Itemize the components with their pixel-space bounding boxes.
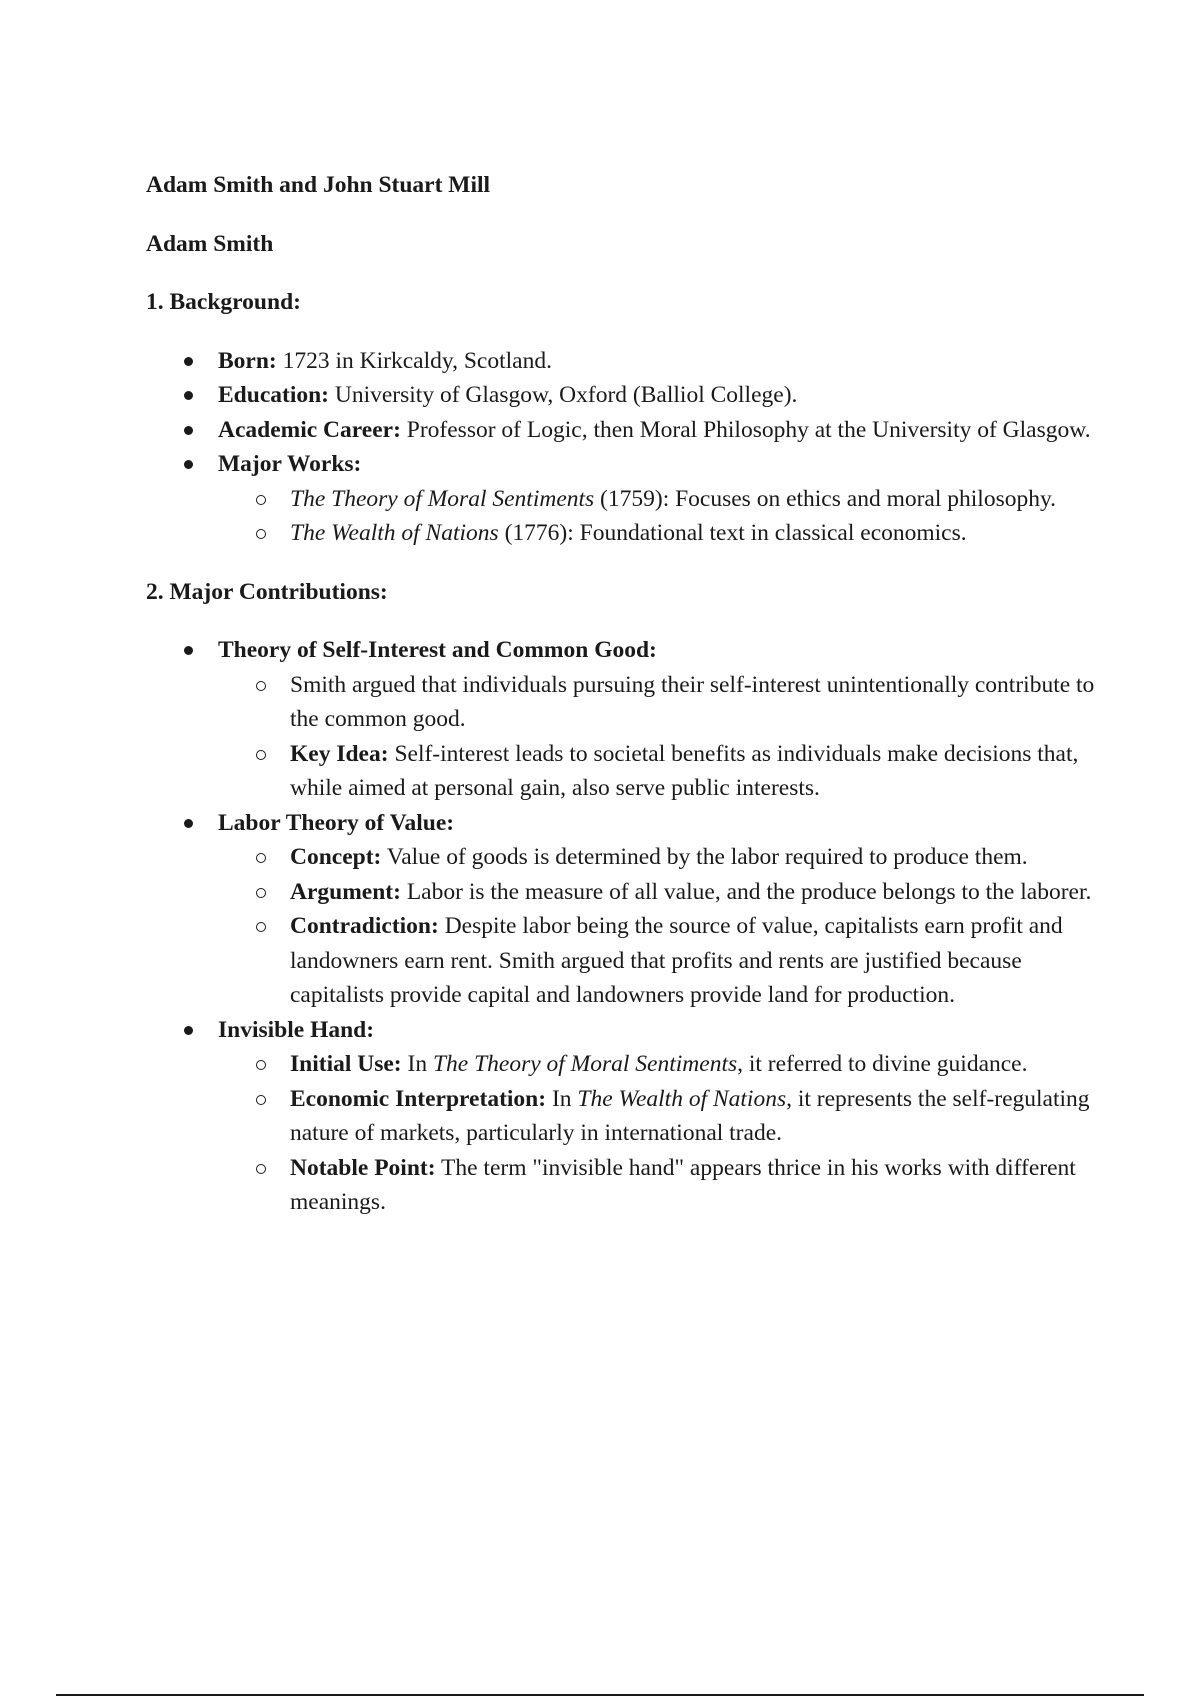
background-list <box>146 344 1096 551</box>
list-item-contradiction: Contradiction: Despite labor being the source of value, capitalists earn profit and landowners earn rent. Smith argued that profits and rents are justified because capitalists provide capital and landowners provide land for production. <box>218 909 1096 1013</box>
list-item-argument: Argument: Labor is the measure of all value, and the produce belongs to the laborer. <box>218 875 1096 910</box>
list-item-education: Education: University of Glasgow, Oxford (Balliol College). <box>146 378 1096 413</box>
list-item-self-interest: Theory of Self-Interest and Common Good: Smith argued that individuals pursuing their self-interest unintentionally contribute to the common good. Key Idea: Self-interest leads to societal benefits as individuals make decisions that, while aimed at personal gain, also serve public interests. <box>146 633 1096 806</box>
contributions-heading: 2. Major Contributions: <box>146 578 388 605</box>
list-item-labor-theory: Labor Theory of Value: Concept: Value of goods is determined by the labor required to produce them. Argument: Labor is the measure of all value, and the produce belongs to the laborer. Contradiction: Despite labor being the source of value, capitalists earn profit and landowners earn rent. Smith argued that profits and rents are justified because capitalists provide capital and landowners provide land for production. <box>146 806 1096 1013</box>
list-item-economic-interpretation: Economic Interpretation: In The Wealth of Nations, it represents the self-regulating nature of markets, particularly in international trade. <box>218 1082 1096 1151</box>
list-item-self-interest-point: Smith argued that individuals pursuing their self-interest unintentionally contribute to the common good. <box>218 668 1096 737</box>
list-item-born: Born: 1723 in Kirkcaldy, Scotland. <box>146 344 1096 379</box>
list-item-initial-use: Initial Use: In The Theory of Moral Sentiments, it referred to divine guidance. <box>218 1047 1096 1082</box>
invisible-hand-sublist <box>218 1047 1096 1220</box>
list-item-work-theory-moral-sentiments: The Theory of Moral Sentiments (1759): Focuses on ethics and moral philosophy. <box>218 482 1096 517</box>
page-bottom-rule <box>56 1694 1144 1696</box>
list-item-concept: Concept: Value of goods is determined by the labor required to produce them. <box>218 840 1096 875</box>
list-item-major-works: Major Works: The Theory of Moral Sentiments (1759): Focuses on ethics and moral philosophy. The Wealth of Nations (1776): Foundational text in classical economics. <box>146 447 1096 551</box>
self-interest-sublist <box>218 668 1096 806</box>
list-item-notable-point: Notable Point: The term "invisible hand" appears thrice in his works with different meanings. <box>218 1151 1096 1220</box>
section-title-adam-smith: Adam Smith <box>146 230 274 257</box>
document-body <box>146 168 1096 1244</box>
document-title: Adam Smith and John Stuart Mill <box>146 172 491 198</box>
list-item-work-wealth-of-nations: The Wealth of Nations (1776): Foundational text in classical economics. <box>218 516 1096 551</box>
list-item-key-idea: Key Idea: Self-interest leads to societal benefits as individuals make decisions that, while aimed at personal gain, also serve public interests. <box>218 737 1096 806</box>
background-heading: 1. Background: <box>146 289 301 315</box>
contributions-list <box>146 633 1096 1220</box>
list-item-invisible-hand: Invisible Hand: Initial Use: In The Theory of Moral Sentiments, it referred to divine guidance. Economic Interpretation: In The Wealth of Nations, it represents the self-regulating nature of markets, particularly in international trade. Notable Point: The term "invisible hand" appears thrice in his works with different meanings. <box>146 1013 1096 1220</box>
labor-theory-sublist <box>218 840 1096 1013</box>
major-works-sublist <box>218 482 1096 551</box>
list-item-academic-career: Academic Career: Professor of Logic, then Moral Philosophy at the University of Glasgow. <box>146 413 1096 448</box>
